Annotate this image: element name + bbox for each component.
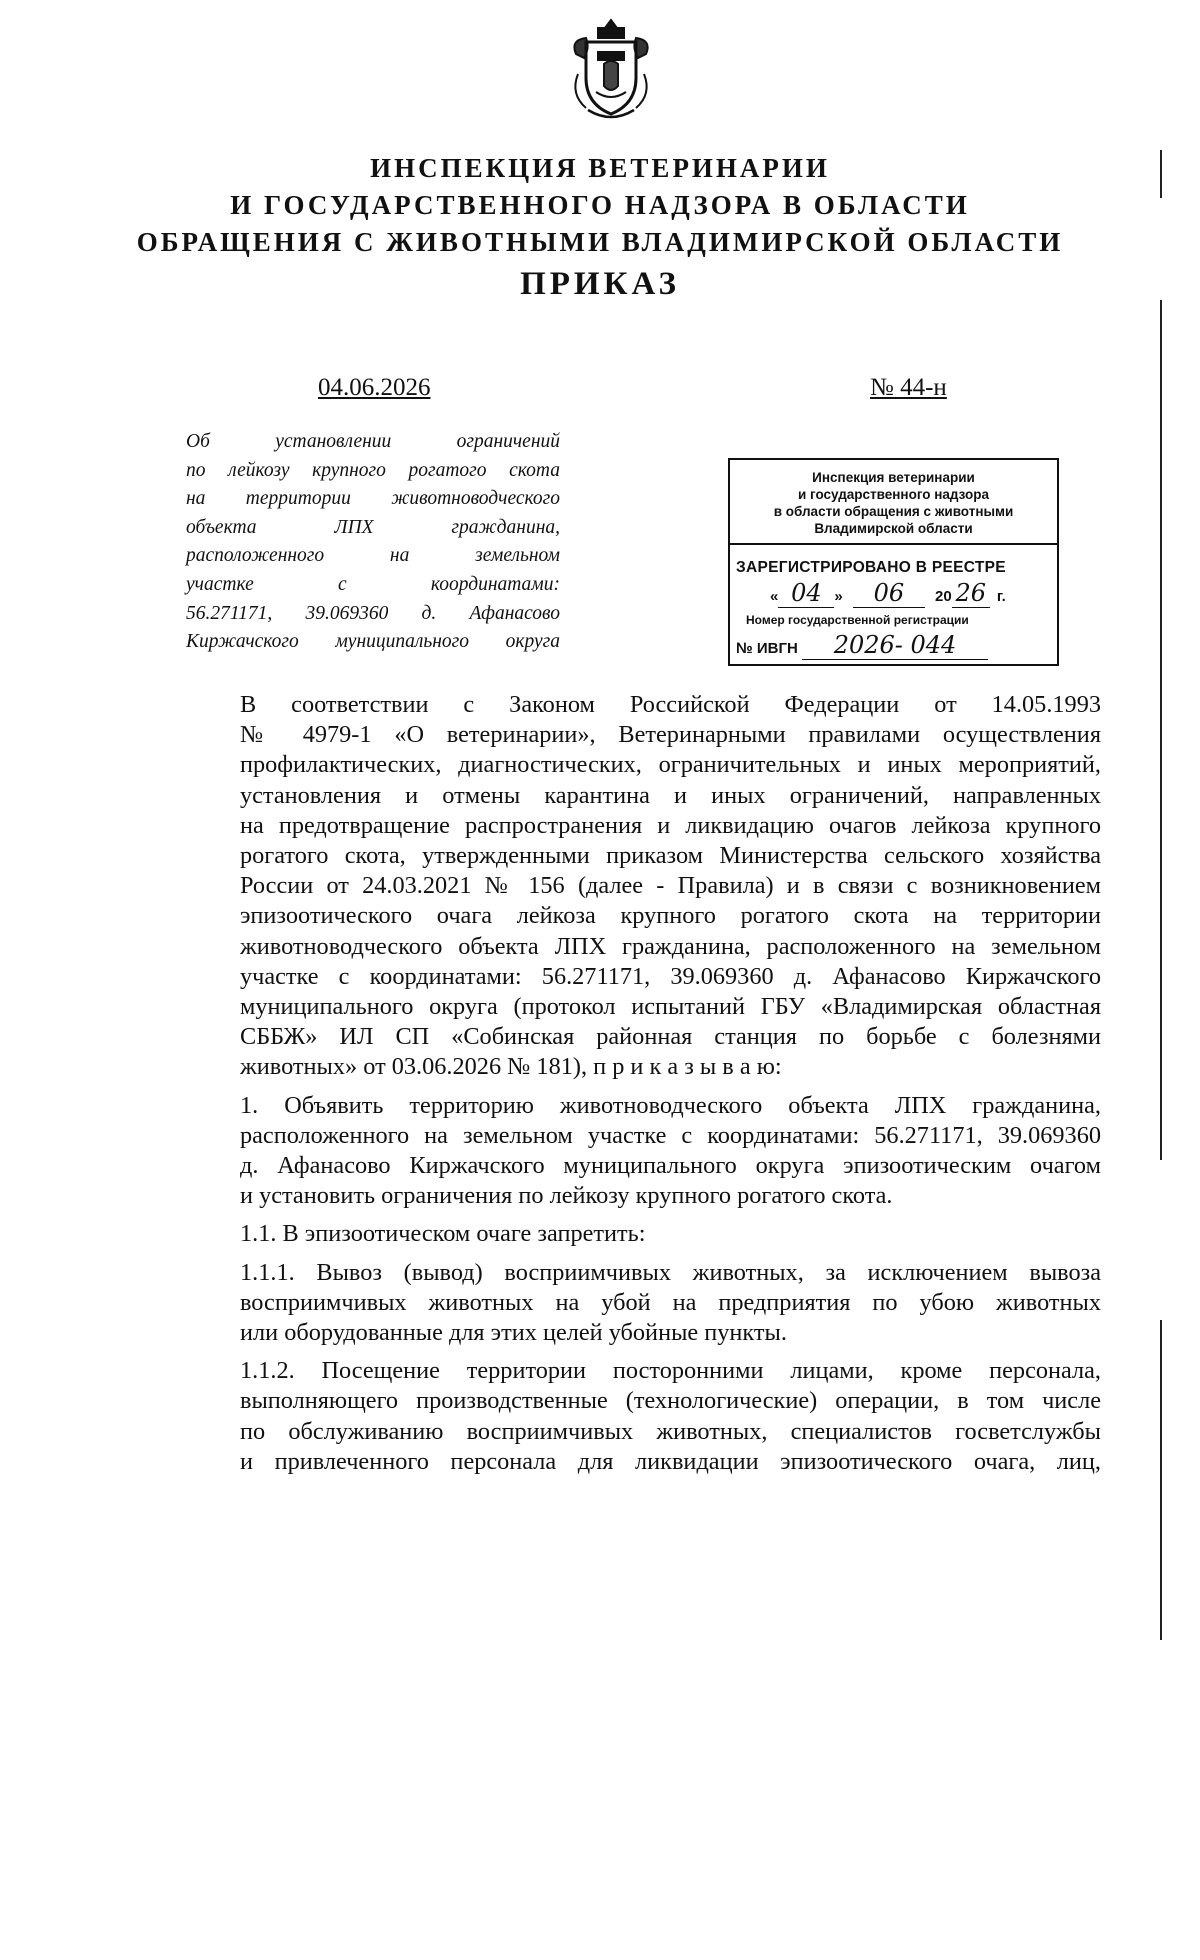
text-line: животноводческого объекта ЛПХ гражданина, расположенного на земельном — [240, 932, 1101, 960]
stamp-registered-label: ЗАРЕГИСТРИРОВАНО В РЕЕСТРЕ — [736, 559, 1006, 576]
text-line: восприимчивых животных на убой на предприятия по убою животных — [240, 1288, 1101, 1316]
text-line: 1.1.2. Посещение территории посторонними лицами, кроме персонала, — [240, 1357, 1101, 1385]
stamp-date: « 04 » 06 20 26 г. — [770, 579, 1006, 607]
stamp-agency-line: в области обращения с животными — [773, 504, 1014, 519]
stamp-regnum-label: Номер государственной регистрации — [746, 613, 969, 627]
text-line: 1. Объявить территорию животноводческого объекта ЛПХ гражданина, — [240, 1091, 1101, 1119]
text-line: животных» от 03.06.2026 № 181), п р и к а з ы в а ю: — [240, 1053, 782, 1081]
paragraph — [177, 690, 1101, 1083]
text-line: В соответствии с Законом Российской Федерации от 14.05.1993 — [240, 691, 1101, 718]
subject-line: объекта ЛПХ гражданина, — [186, 516, 560, 538]
text-line: и установить ограничения по лейкозу крупного рогатого скота. — [240, 1182, 893, 1210]
text-line: установления и отмены карантина и иных ограничений, направленных — [240, 781, 1101, 809]
stamp-agency-line: Владимирской области — [814, 521, 973, 536]
stamp-year-prefix: 20 — [935, 588, 952, 605]
scan-edge-line — [1160, 300, 1162, 1160]
paragraph — [177, 1258, 1101, 1349]
subject-line: расположенного на земельном — [186, 545, 560, 567]
subject-line: по лейкозу крупного рогатого скота — [186, 459, 560, 481]
stamp-regnum-value: 2026- 044 — [802, 631, 988, 660]
order-date: 04.06.2026 — [318, 374, 431, 401]
paragraph — [177, 1091, 1101, 1212]
paragraph — [177, 1219, 1101, 1249]
text-line: или оборудованные для этих целей убойные пункты. — [240, 1319, 787, 1347]
agency-line: И ГОСУДАРСТВЕННОГО НАДЗОРА В ОБЛАСТИ — [230, 190, 970, 220]
order-body — [177, 690, 1101, 1485]
stamp-agency — [730, 460, 1057, 545]
agency-name — [120, 150, 1080, 261]
stamp-agency-line: и государственного надзора — [797, 487, 990, 502]
scan-edge-line — [1160, 150, 1162, 198]
stamp-day: 04 — [778, 579, 834, 608]
agency-line: ИНСПЕКЦИЯ ВЕТЕРИНАРИИ — [370, 153, 830, 183]
text-line: выполняющего производственные (технологические) операции, в том числе — [240, 1387, 1101, 1415]
subject-line: участке с координатами: — [186, 573, 560, 595]
order-subject — [186, 428, 560, 657]
text-line: эпизоотического очага лейкоза крупного рогатого скота на территории — [240, 902, 1101, 930]
paragraph — [177, 1356, 1101, 1477]
text-line: д. Афанасово Киржачского муниципального округа эпизоотическим очагом — [240, 1152, 1101, 1180]
subject-line: Киржачского муниципального округа — [186, 631, 560, 653]
registration-stamp — [728, 458, 1059, 666]
text-line: участке с координатами: 56.271171, 39.069360 д. Афанасово Киржачского — [240, 962, 1101, 990]
text-line: рогатого скота, утвержденными приказом Министерства сельского хозяйства — [240, 842, 1101, 870]
stamp-regnum — [730, 627, 1057, 660]
subject-line: 56.271171, 39.069360 д. Афанасово — [186, 602, 560, 624]
text-line: муниципального округа (протокол испытаний ГБУ «Владимирская областная — [240, 993, 1101, 1021]
stamp-year-suffix: 26 — [952, 579, 990, 608]
text-line: 1.1. В эпизоотическом очаге запретить: — [240, 1220, 646, 1248]
subject-line: Об установлении ограничений — [186, 431, 560, 452]
text-line: и привлеченного персонала для ликвидации эпизоотического очага, лиц, — [240, 1447, 1101, 1475]
stamp-agency-line: Инспекция ветеринарии — [812, 470, 975, 485]
stamp-month: 06 — [853, 579, 925, 608]
text-line: СББЖ» ИЛ СП «Собинская районная станция по борьбе с болезнями — [240, 1023, 1101, 1051]
text-line: по обслуживанию восприимчивых животных, специалистов госветслужбы — [240, 1417, 1101, 1445]
scan-edge-line — [1160, 1320, 1162, 1640]
document-type: ПРИКАЗ — [520, 266, 680, 302]
agency-line: ОБРАЩЕНИЯ С ЖИВОТНЫМИ ВЛАДИМИРСКОЙ ОБЛАСТИ — [136, 227, 1064, 257]
text-line: 1.1.1. Вывоз (вывод) восприимчивых животных, за исключением вывоза — [240, 1258, 1101, 1286]
coat-of-arms-icon — [568, 14, 654, 126]
text-line: профилактических, диагностических, ограничительных и иных мероприятий, — [240, 751, 1101, 779]
text-line: России от 24.03.2021 № 156 (далее - Правила) и в связи с возникновением — [240, 872, 1101, 900]
stamp-regnum-prefix: № ИВГН — [736, 640, 798, 657]
text-line: на предотвращение распространения и ликвидацию очагов лейкоза крупного — [240, 811, 1101, 839]
order-number: № 44-н — [870, 374, 947, 401]
subject-line: на территории животноводческого — [186, 488, 560, 510]
text-line: расположенного на земельном участке с координатами: 56.271171, 39.069360 — [240, 1121, 1101, 1149]
text-line: № 4979-1 «О ветеринарии», Ветеринарными правилами осуществления — [240, 721, 1101, 749]
stamp-year-unit: г. — [996, 588, 1006, 605]
